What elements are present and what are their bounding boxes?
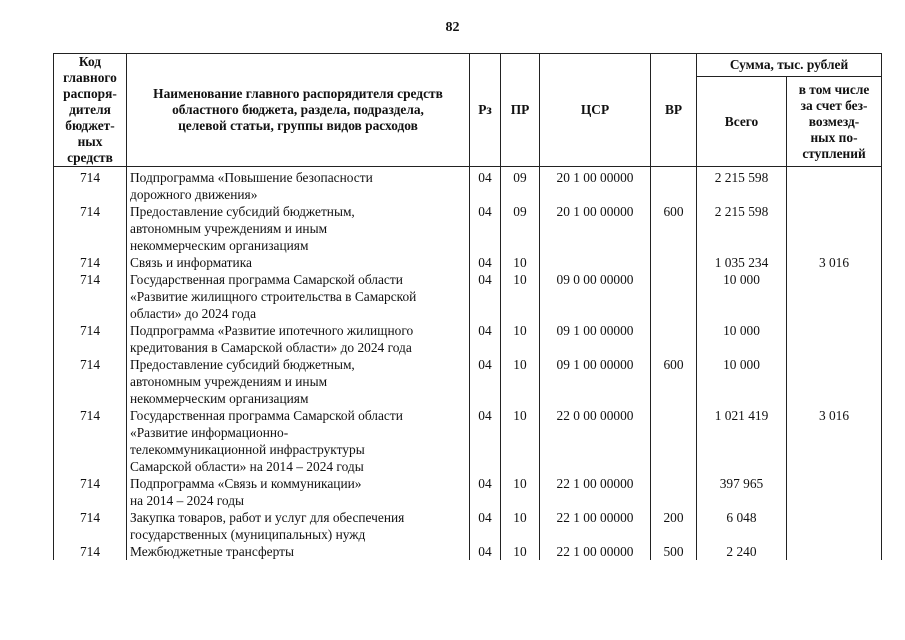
cell-pr: 09 [501, 203, 540, 254]
cell-name-line: Государственная программа Самарской области [130, 272, 403, 287]
cell-name-line: некоммерческим организациям [130, 238, 309, 253]
cell-name [127, 509, 470, 543]
cell-code: 714 [54, 271, 127, 322]
cell-rz: 04 [470, 322, 501, 356]
cell-total: 1 021 419 [697, 407, 787, 475]
cell-name [127, 203, 470, 254]
cell-csr: 09 0 00 00000 [540, 271, 651, 322]
cell-rz: 04 [470, 254, 501, 271]
budget-table [53, 53, 882, 560]
cell-rz: 04 [470, 203, 501, 254]
header-total: Всего [697, 77, 787, 167]
cell-rz: 04 [470, 167, 501, 204]
cell-pr: 10 [501, 543, 540, 560]
cell-name-line: Связь и информатика [130, 255, 252, 270]
cell-code: 714 [54, 407, 127, 475]
cell-name-line: Предоставление субсидий бюджетным, [130, 357, 355, 372]
page-number: 82 [445, 20, 460, 35]
cell-free: 3 016 [787, 254, 882, 271]
header-name: Наименование главного распорядителя средств областного бюджета, раздела, подраздела, целевой статьи, группы видов расходов [127, 54, 470, 167]
cell-code: 714 [54, 254, 127, 271]
table-row [54, 356, 882, 407]
cell-csr: 20 1 00 00000 [540, 167, 651, 204]
cell-rz: 04 [470, 543, 501, 560]
cell-csr: 22 0 00 00000 [540, 407, 651, 475]
cell-name [127, 543, 470, 560]
header-rz: Рз [470, 54, 501, 167]
cell-name-line: телекоммуникационной инфраструктуры [130, 442, 365, 457]
cell-vr: 600 [651, 356, 697, 407]
header-code: Код главного распоря- дителя бюджет- ных средств [54, 54, 127, 167]
cell-total: 2 240 [697, 543, 787, 560]
cell-total: 397 965 [697, 475, 787, 509]
cell-name-line: Закупка товаров, работ и услуг для обеспечения [130, 510, 405, 525]
cell-name [127, 167, 470, 204]
cell-name [127, 475, 470, 509]
table-body [54, 167, 882, 561]
cell-name-line: Подпрограмма «Связь и коммуникации» [130, 476, 362, 491]
header-vr: ВР [651, 54, 697, 167]
cell-csr: 20 1 00 00000 [540, 203, 651, 254]
header-free: в том числе за счет без- возмезд- ных по- ступлений [787, 77, 882, 167]
cell-rz: 04 [470, 475, 501, 509]
cell-csr: 09 1 00 00000 [540, 322, 651, 356]
cell-pr: 09 [501, 167, 540, 204]
cell-name [127, 407, 470, 475]
cell-free [787, 475, 882, 509]
cell-vr [651, 475, 697, 509]
cell-name-line: Самарской области» на 2014 – 2024 годы [130, 459, 364, 474]
cell-pr: 10 [501, 475, 540, 509]
cell-free [787, 543, 882, 560]
cell-total: 10 000 [697, 322, 787, 356]
cell-rz: 04 [470, 271, 501, 322]
cell-name-line: Межбюджетные трансферты [130, 544, 294, 559]
cell-code: 714 [54, 543, 127, 560]
cell-total: 1 035 234 [697, 254, 787, 271]
cell-pr: 10 [501, 407, 540, 475]
table-row [54, 543, 882, 560]
cell-csr: 22 1 00 00000 [540, 509, 651, 543]
cell-name-line: Государственная программа Самарской области [130, 408, 403, 423]
cell-free [787, 167, 882, 204]
cell-free [787, 509, 882, 543]
cell-pr: 10 [501, 271, 540, 322]
cell-csr: 22 1 00 00000 [540, 543, 651, 560]
cell-name [127, 322, 470, 356]
cell-free: 3 016 [787, 407, 882, 475]
cell-name-line: кредитования в Самарской области» до 2024 года [130, 340, 412, 355]
table-row [54, 407, 882, 475]
table-row [54, 271, 882, 322]
cell-csr: 22 1 00 00000 [540, 475, 651, 509]
cell-rz: 04 [470, 356, 501, 407]
cell-name-line: на 2014 – 2024 годы [130, 493, 245, 508]
cell-total: 2 215 598 [697, 167, 787, 204]
table-row [54, 203, 882, 254]
cell-code: 714 [54, 322, 127, 356]
cell-free [787, 356, 882, 407]
cell-vr [651, 322, 697, 356]
cell-code: 714 [54, 475, 127, 509]
cell-name-line: «Развитие жилищного строительства в Самарской [130, 289, 417, 304]
cell-pr: 10 [501, 254, 540, 271]
cell-name-line: области» до 2024 года [130, 306, 257, 321]
cell-name-line: Подпрограмма «Повышение безопасности [130, 170, 373, 185]
cell-vr: 600 [651, 203, 697, 254]
table-row [54, 167, 882, 204]
cell-rz: 04 [470, 509, 501, 543]
table-row [54, 254, 882, 271]
header-pr: ПР [501, 54, 540, 167]
cell-total: 2 215 598 [697, 203, 787, 254]
cell-vr: 500 [651, 543, 697, 560]
cell-code: 714 [54, 509, 127, 543]
cell-name [127, 271, 470, 322]
table-row [54, 509, 882, 543]
cell-name-line: Подпрограмма «Развитие ипотечного жилищного [130, 323, 414, 338]
cell-vr [651, 167, 697, 204]
cell-name [127, 356, 470, 407]
cell-total: 10 000 [697, 271, 787, 322]
table-row [54, 475, 882, 509]
cell-pr: 10 [501, 356, 540, 407]
header-sum: Сумма, тыс. рублей [697, 54, 882, 77]
cell-code: 714 [54, 203, 127, 254]
header-csr: ЦСР [540, 54, 651, 167]
cell-name-line: «Развитие информационно- [130, 425, 289, 440]
cell-vr [651, 271, 697, 322]
cell-name-line: автономным учреждениям и иным [130, 374, 328, 389]
cell-name-line: некоммерческим организациям [130, 391, 309, 406]
table-header [54, 54, 882, 167]
cell-pr: 10 [501, 509, 540, 543]
cell-csr [540, 254, 651, 271]
cell-total: 10 000 [697, 356, 787, 407]
cell-name-line: Предоставление субсидий бюджетным, [130, 204, 355, 219]
cell-name-line: дорожного движения» [130, 187, 258, 202]
cell-name-line: государственных (муниципальных) нужд [130, 527, 366, 542]
cell-free [787, 203, 882, 254]
cell-vr: 200 [651, 509, 697, 543]
cell-pr: 10 [501, 322, 540, 356]
cell-code: 714 [54, 167, 127, 204]
cell-vr [651, 407, 697, 475]
cell-free [787, 322, 882, 356]
cell-code: 714 [54, 356, 127, 407]
cell-name [127, 254, 470, 271]
cell-free [787, 271, 882, 322]
cell-rz: 04 [470, 407, 501, 475]
cell-csr: 09 1 00 00000 [540, 356, 651, 407]
table-row [54, 322, 882, 356]
cell-vr [651, 254, 697, 271]
cell-name-line: автономным учреждениям и иным [130, 221, 328, 236]
cell-total: 6 048 [697, 509, 787, 543]
